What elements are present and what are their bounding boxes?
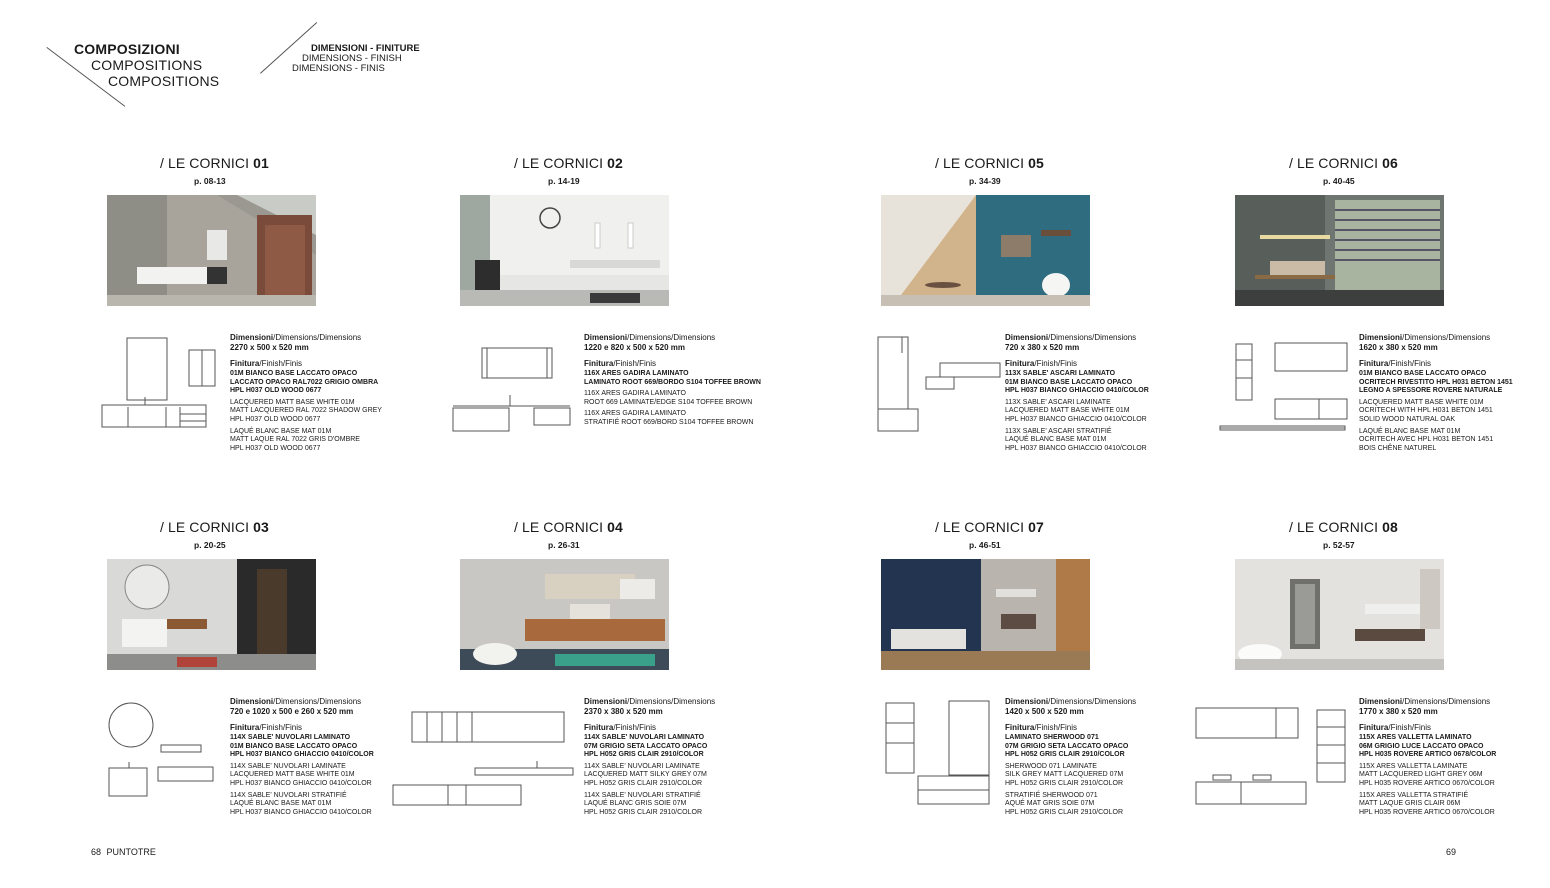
card-title: / LE CORNICI 06 xyxy=(1289,155,1398,171)
header-title-it: COMPOSIZIONI xyxy=(74,41,180,57)
header-subtitle-en: DIMENSIONS - FINISH xyxy=(302,53,402,64)
page-number-left: 68 xyxy=(91,847,102,857)
card-title: / LE CORNICI 02 xyxy=(514,155,623,171)
composition-drawing xyxy=(1193,705,1348,810)
composition-photo xyxy=(881,195,1090,306)
composition-photo xyxy=(881,559,1090,670)
composition-photo xyxy=(460,195,669,306)
card-pages: p. 14-19 xyxy=(548,176,580,186)
spec-block: Dimensioni/Dimensions/Dimensions 2370 x 380 x 520 mm Finitura/Finish/Finis 114X SABLE' NUVOLARI LAMINATO 07M GRIGIO SETA LACCATO OPACO HPL H052 GRIS CLAIR 2910/COLOR 114X SABLE' NUVOLARI LAMINATE LACQUERED MATT SILKY GREY 07M HPL H052 GRIS CLAIR 2910/COLOR 114X SABLE' NUVOLARI STRATIFIÉ LAQUÉ BLANC GRIS SOIE 07M HPL H052 GRIS CLAIR 2910/COLOR xyxy=(584,697,716,816)
footer-left xyxy=(91,847,156,857)
composition-photo xyxy=(107,195,316,306)
spec-block: Dimensioni/Dimensions/Dimensions 1770 x 380 x 520 mm Finitura/Finish/Finis 115X ARES VALLETTA LAMINATO 06M GRIGIO LUCE LACCATO OPACO HPL H035 ROVERE ARTICO 0678/COLOR 115X ARES VALLETTA LAMINATE MATT LACQUERED LIGHT GREY 06M HPL H035 ROVERE ARTICO 0670/COLOR 115X ARES VALLETTA STRATIFIÉ MATT LAQUE GRIS CLAIR 06M HPL H035 ROVERE ARTICO 0670/COLOR xyxy=(1359,697,1497,816)
composition-drawing xyxy=(100,335,220,430)
card-pages: p. 08-13 xyxy=(194,176,226,186)
composition-drawing xyxy=(872,333,1007,433)
card-title: / LE CORNICI 07 xyxy=(935,519,1044,535)
card-title: / LE CORNICI 05 xyxy=(935,155,1044,171)
spec-block: Dimensioni/Dimensions/Dimensions 720 x 380 x 520 mm Finitura/Finish/Finis 113X SABLE' ASCARI LAMINATO 01M BIANCO BASE LACCATO OPACO HPL H037 BIANCO GHIACCIO 0410/COLOR 113X SABLE' ASCARI LAMINATE LACQUERED MATT BASE WHITE 01M HPL H037 BIANCO GHIACCIO 0410/COLOR 113X SABLE' ASCARI STRATIFIÉ LAQUÉ BLANC BASE MAT 01M HPL H037 BIANCO GHIACCIO 0410/COLOR xyxy=(1005,333,1149,452)
card-title: / LE CORNICI 01 xyxy=(160,155,269,171)
header-subtitle-it: DIMENSIONI - FINITURE xyxy=(311,43,420,54)
composition-drawing xyxy=(882,697,992,807)
spec-block: Dimensioni/Dimensions/Dimensions 720 e 1020 x 500 e 260 x 520 mm Finitura/Finish/Finis 114X SABLE' NUVOLARI LAMINATO 01M BIANCO BASE LACCATO OPACO HPL H037 BIANCO GHIACCIO 0410/COLOR 114X SABLE' NUVOLARI LAMINATE LACQUERED MATT BASE WHITE 01M HPL H037 BIANCO GHIACCIO 0410/COLOR 114X SABLE' NUVOLARI STRATIFIÉ LAQUÉ BLANC BASE MAT 01M HPL H037 BIANCO GHIACCIO 0410/COLOR xyxy=(230,697,374,816)
composition-photo xyxy=(460,559,669,670)
card-pages: p. 46-51 xyxy=(969,540,1001,550)
page-number-right: 69 xyxy=(1446,847,1457,857)
header-title-en: COMPOSITIONS xyxy=(91,57,203,73)
composition-photo xyxy=(107,559,316,670)
composition-drawing xyxy=(450,340,575,435)
composition-drawing xyxy=(103,700,218,800)
spec-block: Dimensioni/Dimensions/Dimensions 1420 x 500 x 520 mm Finitura/Finish/Finis LAMINATO SHERWOOD 071 07M GRIGIO SETA LACCATO OPACO HPL H052 GRIS CLAIR 2910/COLOR SHERWOOD 071 LAMINATE SILK GREY MATT LACQUERED 07M HPL H052 GRIS CLAIR 2910/COLOR STRATIFIÉ SHERWOOD 071 AQUÉ MAT GRIS SOIE 07M HPL H052 GRIS CLAIR 2910/COLOR xyxy=(1005,697,1137,816)
composition-photo xyxy=(1235,195,1444,306)
card-pages: p. 34-39 xyxy=(969,176,1001,186)
composition-drawing xyxy=(1218,338,1348,436)
card-title: / LE CORNICI 04 xyxy=(514,519,623,535)
card-pages: p. 40-45 xyxy=(1323,176,1355,186)
spec-block: Dimensioni/Dimensions/Dimensions 1220 e 820 x 500 x 520 mm Finitura/Finish/Finis 116X ARES GADIRA LAMINATO LAMINATO ROOT 669/BORDO S104 TOFFEE BROWN 116X ARES GADIRA LAMINATO ROOT 669 LAMINATE/EDGE S104 TOFFEE BROWN 116X ARES GADIRA LAMINATO STRATIFIÉ ROOT 669/BORD S104 TOFFEE BROWN xyxy=(584,333,761,426)
card-title: / LE CORNICI 08 xyxy=(1289,519,1398,535)
composition-drawing xyxy=(390,708,575,808)
card-pages: p. 26-31 xyxy=(548,540,580,550)
composition-photo xyxy=(1235,559,1444,670)
spec-block: Dimensioni/Dimensions/Dimensions 2270 x 500 x 520 mm Finitura/Finish/Finis 01M BIANCO BASE LACCATO OPACO LACCATO OPACO RAL7022 GRIGIO OMBRA HPL H037 OLD WOOD 0677 LACQUERED MATT BASE WHITE 01M MATT LACQUERED RAL 7022 SHADOW GREY HPL H037 OLD WOOD 0677 LAQUÉ BLANC BASE MAT 01M MATT LAQUE RAL 7022 GRIS D'OMBRE HPL H037 OLD WOOD 0677 xyxy=(230,333,382,452)
card-pages: p. 52-57 xyxy=(1323,540,1355,550)
card-title: / LE CORNICI 03 xyxy=(160,519,269,535)
header-title-fr: COMPOSITIONS xyxy=(108,73,220,89)
brand-name: PUNTOTRE xyxy=(106,847,156,857)
spec-block: Dimensioni/Dimensions/Dimensions 1620 x 380 x 520 mm Finitura/Finish/Finis 01M BIANCO BASE LACCATO OPACO OCRITECH RIVESTITO HPL H031 BETON 1451 LEGNO A SPESSORE ROVERE NATURALE LACQUERED MATT BASE WHITE 01M OCRITECH WITH HPL H031 BETON 1451 SOLID WOOD NATURAL OAK LAQUÉ BLANC BASE MAT 01M OCRITECH AVEC HPL H031 BETON 1451 BOIS CHÊNE NATUREL xyxy=(1359,333,1513,452)
header-subtitle-fr: DIMENSIONS - FINIS xyxy=(292,63,385,74)
card-pages: p. 20-25 xyxy=(194,540,226,550)
